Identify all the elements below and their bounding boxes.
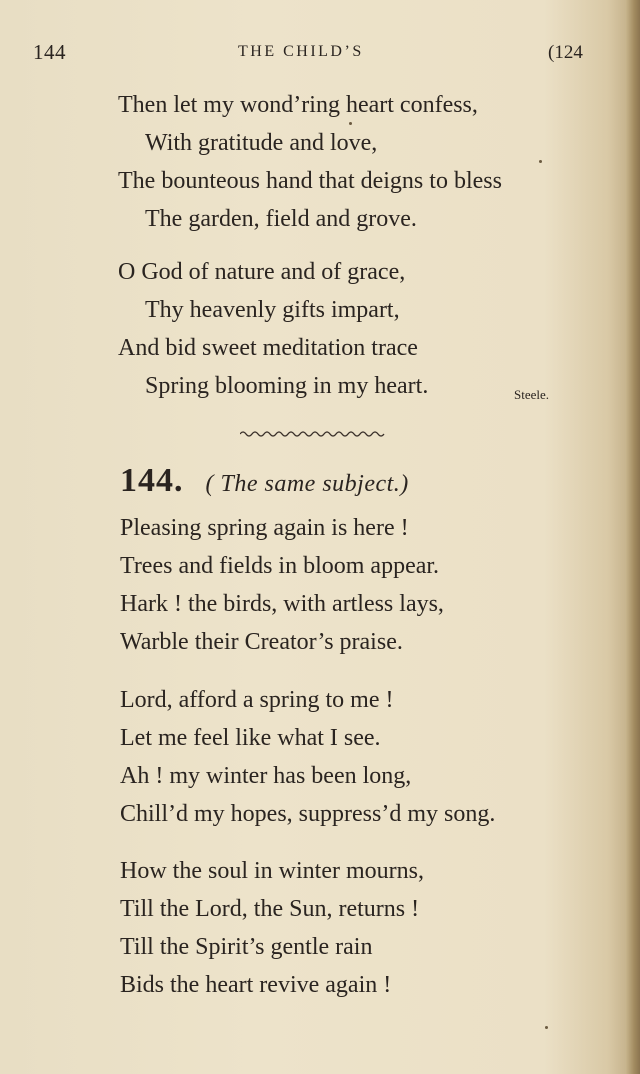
verse-line: The bounteous hand that deigns to bless bbox=[118, 168, 502, 194]
hymn-reference: (124 bbox=[548, 42, 583, 63]
verse-line: Hark ! the birds, with artless lays, bbox=[120, 591, 444, 617]
verse-line: With gratitude and love, bbox=[145, 130, 378, 156]
hymn-subtitle: ( The same subject.) bbox=[205, 471, 409, 497]
verse-line: Bids the heart revive again ! bbox=[120, 972, 392, 998]
page-header bbox=[0, 40, 640, 68]
wavy-divider bbox=[240, 428, 388, 440]
verse-line: O God of nature and of grace, bbox=[118, 259, 406, 285]
hymn-heading bbox=[120, 462, 409, 500]
verse-line: Trees and fields in bloom appear. bbox=[120, 553, 440, 579]
verse-line: How the soul in winter mourns, bbox=[120, 858, 424, 884]
verse-line: Let me feel like what I see. bbox=[120, 725, 381, 751]
verse-line: Warble their Creator’s praise. bbox=[120, 629, 403, 655]
verse-line: Lord, afford a spring to me ! bbox=[120, 687, 394, 713]
verse-line: Spring blooming in my heart. bbox=[145, 373, 429, 399]
verse-line: Till the Lord, the Sun, returns ! bbox=[120, 896, 420, 922]
ink-speck bbox=[349, 122, 352, 125]
verse-line: The garden, field and grove. bbox=[145, 206, 417, 232]
verse-line: Ah ! my winter has been long, bbox=[120, 763, 412, 789]
ink-speck bbox=[539, 160, 542, 163]
hymn-number: 144. bbox=[120, 462, 184, 499]
running-title: THE CHILD’S bbox=[238, 43, 364, 60]
verse-line: And bid sweet meditation trace bbox=[118, 335, 418, 361]
verse-line: Chill’d my hopes, suppress’d my song. bbox=[120, 801, 496, 827]
verse-line: Pleasing spring again is here ! bbox=[120, 515, 409, 541]
verse-line: Then let my wond’ring heart confess, bbox=[118, 92, 478, 118]
verse-line: Till the Spirit’s gentle rain bbox=[120, 934, 373, 960]
page-edge bbox=[626, 0, 640, 1074]
ink-speck bbox=[545, 1026, 548, 1029]
author-attribution: Steele. bbox=[514, 387, 550, 402]
verse-line: Thy heavenly gifts impart, bbox=[145, 297, 400, 323]
page-number: 144 bbox=[33, 40, 66, 64]
